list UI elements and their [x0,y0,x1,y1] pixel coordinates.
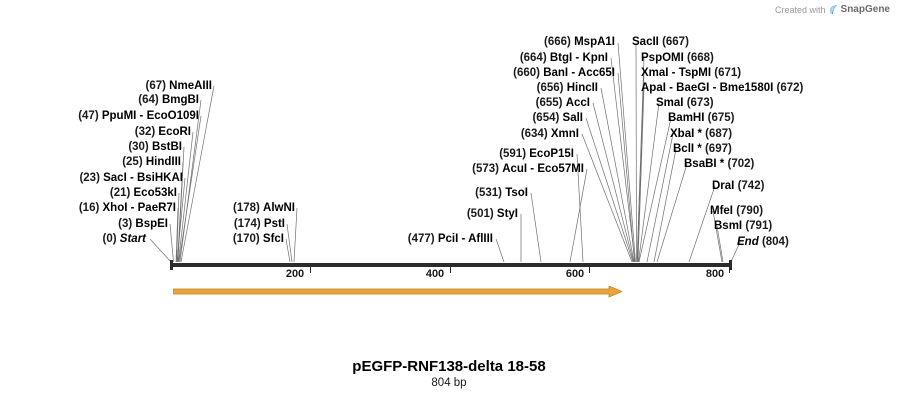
site-label-psti[interactable]: (174) PstI [233,218,285,230]
map-title: pEGFP-RNF138-delta 18-58 [352,358,546,375]
site-label-hincii[interactable]: (656) HincII [536,82,598,94]
ruler-label-400: 400 [425,268,445,280]
site-label-alwni[interactable]: (178) AlwNI [232,202,295,214]
site-label-ecop15i[interactable]: (591) EcoP15I [499,148,574,160]
ruler-tick-800 [729,267,730,273]
site-label-eco53ki[interactable]: (21) Eco53kI [109,187,177,199]
site-label-btgi-kpni[interactable]: (664) BtgI - KpnI [519,52,608,64]
sequence-bar [170,263,732,267]
site-label-tsoi[interactable]: (531) TsoI [475,187,528,199]
site-label-smai[interactable]: SmaI (673) [656,97,714,109]
site-label-mspa1i[interactable]: (666) MspA1I [544,36,615,48]
site-label-nmeaiii[interactable]: (67) NmeAIII [145,80,212,92]
snapgene-brand: SnapGene [840,4,890,15]
site-label-end[interactable]: End (804) [737,236,789,248]
snapgene-credit [775,4,890,15]
site-label-xhoi-paer7i[interactable]: (16) XhoI - PaeR7I [78,202,176,214]
site-label-bani-acc65i[interactable]: (660) BanI - Acc65I [513,67,615,79]
site-label-drai[interactable]: DraI (742) [712,180,765,192]
sequence-start-cap [170,260,173,270]
site-label-ppumi-ecoo109i[interactable]: (47) PpuMI - EcoO109I [78,110,199,122]
ruler-tick-200 [310,267,311,273]
site-label-acui-eco57mi[interactable]: (573) AcuI - Eco57MI [472,163,584,175]
site-label-start[interactable]: (0) Start [102,233,146,245]
site-label-xmai-tspmi[interactable]: XmaI - TspMI (671) [641,67,742,79]
site-label-bsmi[interactable]: BsmI (791) [714,220,773,232]
site-label-bmgbi[interactable]: (64) BmgBI [138,94,199,106]
site-label-hindiii[interactable]: (25) HindIII [122,156,181,168]
site-label-pcii-afliii[interactable]: (477) PciI - AflIII [407,233,493,245]
sequence-ruler[interactable] [170,262,732,280]
site-label-bsabi[interactable]: BsaBI * (702) [684,158,755,170]
site-label-acci[interactable]: (655) AccI [535,97,590,109]
site-label-bspei[interactable]: (3) BspEI [118,218,168,230]
site-label-saci-bsihkai[interactable]: (23) SacI - BsiHKAI [79,172,183,184]
credit-text: Created with [775,4,826,15]
site-label-bcli[interactable]: BclI * (697) [673,143,732,155]
ruler-label-600: 600 [565,268,585,280]
site-label-xbai[interactable]: XbaI * (687) [670,128,733,140]
ruler-label-200: 200 [285,268,305,280]
ruler-tick-400 [450,267,451,273]
site-label-bstbi[interactable]: (30) BstBI [128,141,182,153]
snapgene-leaf-icon [829,5,838,15]
site-label-xmni[interactable]: (634) XmnI [520,128,579,140]
site-label-sfci[interactable]: (170) SfcI [232,233,284,245]
orf-arrow[interactable] [173,286,622,298]
site-label-mfei[interactable]: MfeI (790) [710,205,764,217]
ruler-label-800: 800 [705,268,725,280]
site-label-apai-baegi-bme1580i[interactable]: ApaI - BaeGI - Bme1580I (672) [641,82,804,94]
site-label-ecori[interactable]: (32) EcoRI [134,126,191,138]
site-label-sali[interactable]: (654) SalI [532,112,583,124]
site-label-pspomi[interactable]: PspOMI (668) [641,52,714,64]
site-label-styi[interactable]: (501) StyI [466,208,518,220]
map-length: 804 bp [431,377,467,389]
site-label-bamhi[interactable]: BamHI (675) [668,112,735,124]
ruler-tick-600 [589,267,590,273]
site-label-sacii[interactable]: SacII (667) [632,36,689,48]
